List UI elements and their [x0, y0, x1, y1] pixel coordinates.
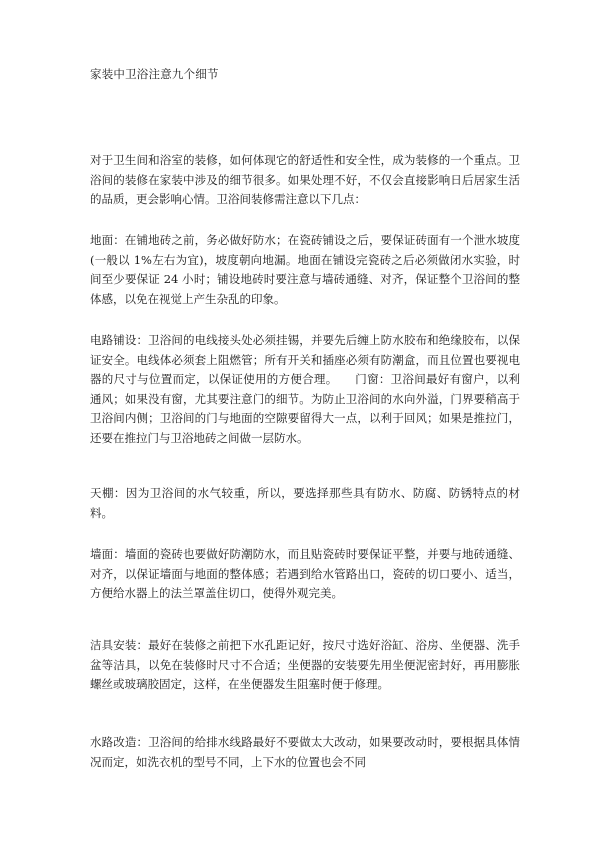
paragraph-intro: 对于卫生间和浴室的装修，如何体现它的舒适性和安全性，成为装修的一个重点。卫浴间的装修在家装中涉及的细节很多。如果处理不好，不仅会直接影响日后居家生活的品质，更会影响心情。卫浴间装修需注意以下几点： [90, 153, 520, 206]
paragraph-ceiling: 天棚：因为卫浴间的水气较重，所以，要选择那些具有防水、防腐、防锈特点的材料。 [90, 486, 520, 520]
paragraph-wall: 墙面：墙面的瓷砖也要做好防潮防水，而且贴瓷砖时要保证平整，并要与地砖通缝、对齐，以保证墙面与地面的整体感；若遇到给水管路出口，瓷砖的切口要小、适当，方便给水器上的法兰罩盖住切口，使得外观完美。 [90, 547, 520, 600]
paragraph-floor: 地面：在铺地砖之前，务必做好防水；在瓷砖铺设之后，要保证砖面有一个泄水坡度(一般以 1%左右为宜)，坡度朝向地漏。地面在铺设完瓷砖之后必须做闭水实验，时间至少要保证 24 小时；铺设地砖时要注意与墙砖通缝、对齐，保证整个卫浴间的整体感，以免在视觉上产生杂乱的印象。 [90, 233, 520, 306]
paragraph-fixtures: 洁具安装：最好在装修之前把下水孔距记好，按尺寸选好浴缸、浴房、坐便器、洗手盆等洁具，以免在装修时尺寸不合适；坐便器的安装要先用坐便泥密封好，再用膨胀螺丝或玻璃胶固定，这样，在坐便器发生阻塞时便于修理。 [90, 638, 520, 691]
paragraph-plumbing: 水路改造：卫浴间的给排水线路最好不要做太大改动，如果要改动时，要根据具体情况而定，如洗衣机的型号不同，上下水的位置也会不同 [90, 735, 520, 769]
paragraph-wiring-doors: 电路铺设：卫浴间的电线接头处必须挂锡，并要先后缠上防水胶布和绝缘胶布，以保证安全。电线体必须套上阻燃管；所有开关和插座必须有防潮盒，而且位置也要视电器的尺寸与位置而定，以保证使用的方便合理。 门窗：卫浴间最好有窗户，以利通风；如果没有窗，尤其要注意门的细节。为防止卫浴间的水向外溢，门界要稍高于卫浴间内侧；卫浴间的门与地面的空隙要留得大一点，以利于回风；如果是推拉门，还要在推拉门与卫浴地砖之间做一层防水。 [90, 333, 520, 445]
document-title: 家装中卫浴注意九个细节 [90, 67, 219, 81]
